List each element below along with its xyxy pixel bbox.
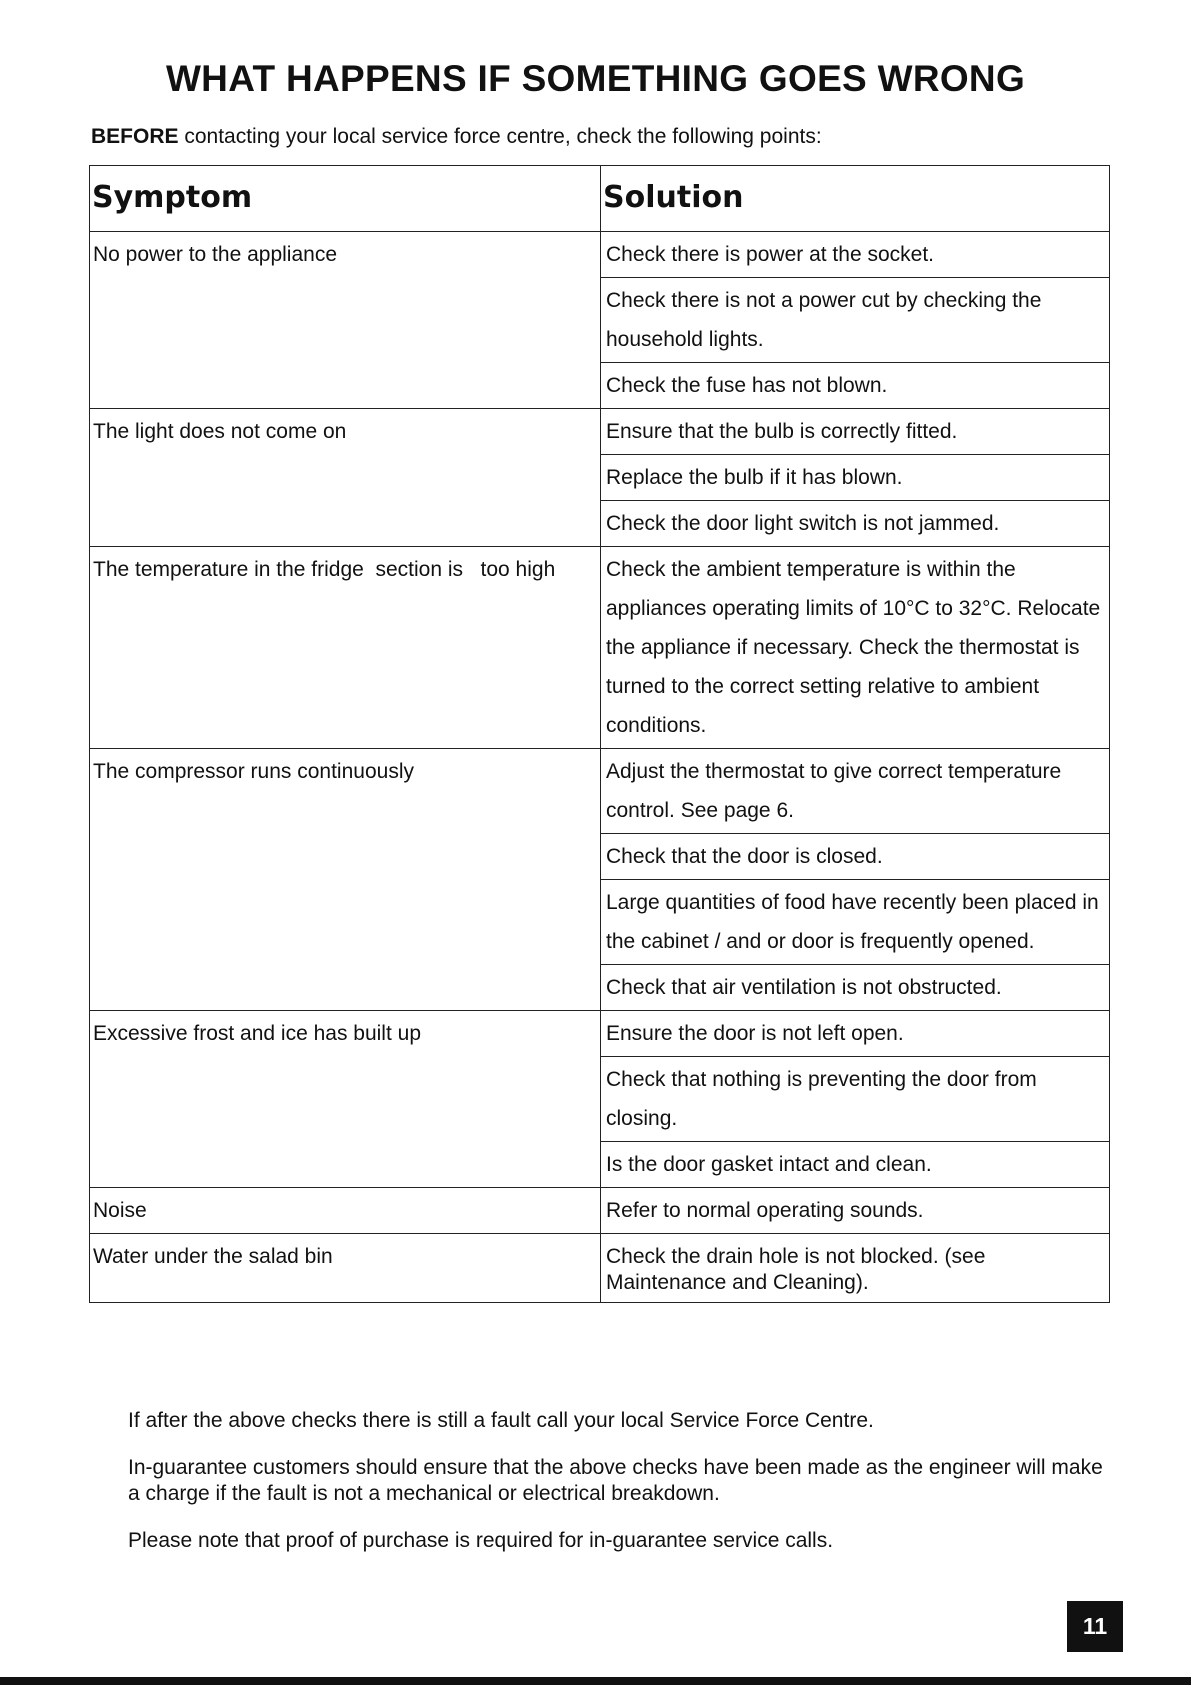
footer-notes [128,1408,1118,1575]
table-row [90,547,1110,749]
page-title: WHAT HAPPENS IF SOMETHING GOES WRONG [165,58,1026,99]
table-row [90,1234,1110,1303]
solution-cell: Check the door light switch is not jammed. [601,501,1110,547]
solution-header: Solution [601,166,1110,232]
symptom-cell: No power to the appliance [90,232,601,409]
solution-cell: Check that air ventilation is not obstructed. [601,965,1110,1011]
intro-text [91,125,822,149]
symptom-cell: The temperature in the fridge section is too high [90,547,601,749]
solution-cell: Adjust the thermostat to give correct temperature control. See page 6. [601,749,1110,834]
solution-cell: Ensure the door is not left open. [601,1011,1110,1057]
solution-cell: Check that the door is closed. [601,834,1110,880]
solution-cell: Check the drain hole is not blocked. (see Maintenance and Cleaning). [601,1234,1110,1303]
solution-cell: Refer to normal operating sounds. [601,1188,1110,1234]
table-row [90,1011,1110,1057]
footer-paragraph: Please note that proof of purchase is required for in-guarantee service calls. [128,1529,834,1552]
troubleshooting-table [89,165,1110,1303]
solution-cell: Check the fuse has not blown. [601,363,1110,409]
solution-cell: Large quantities of food have recently been placed in the cabinet / and or door is frequently opened. [601,880,1110,965]
solution-cell: Check there is not a power cut by checking the household lights. [601,278,1110,363]
footer-paragraph: In-guarantee customers should ensure that the above checks have been made as the engineer will make a charge if the fault is not a mechanical or electrical breakdown. [128,1456,1103,1505]
solution-cell: Check the ambient temperature is within the appliances operating limits of 10°C to 32°C. Relocate the appliance if necessary. Check the thermostat is turned to the correct setting relative to ambient conditions. [601,547,1110,749]
symptom-cell: The compressor runs continuously [90,749,601,1011]
solution-cell: Is the door gasket intact and clean. [601,1142,1110,1188]
table-row [90,749,1110,834]
symptom-cell: Excessive frost and ice has built up [90,1011,601,1188]
solution-cell: Check there is power at the socket. [601,232,1110,278]
intro-rest: contacting your local service force centre, check the following points: [178,125,822,148]
symptom-cell: Water under the salad bin [90,1234,601,1303]
solution-cell: Check that nothing is preventing the door from closing. [601,1057,1110,1142]
table-row [90,409,1110,455]
footer-paragraph: If after the above checks there is still a fault call your local Service Force Centre. [128,1409,874,1432]
intro-bold: BEFORE [91,125,179,148]
table-row [90,1188,1110,1234]
solution-cell: Replace the bulb if it has blown. [601,455,1110,501]
table-row [90,232,1110,278]
solution-cell: Ensure that the bulb is correctly fitted. [601,409,1110,455]
symptom-header: Symptom [90,166,601,232]
symptom-cell: The light does not come on [90,409,601,547]
page-number: 11 [1067,1601,1123,1652]
bottom-rule [0,1677,1191,1685]
table-header-row [90,166,1110,232]
symptom-cell: Noise [90,1188,601,1234]
